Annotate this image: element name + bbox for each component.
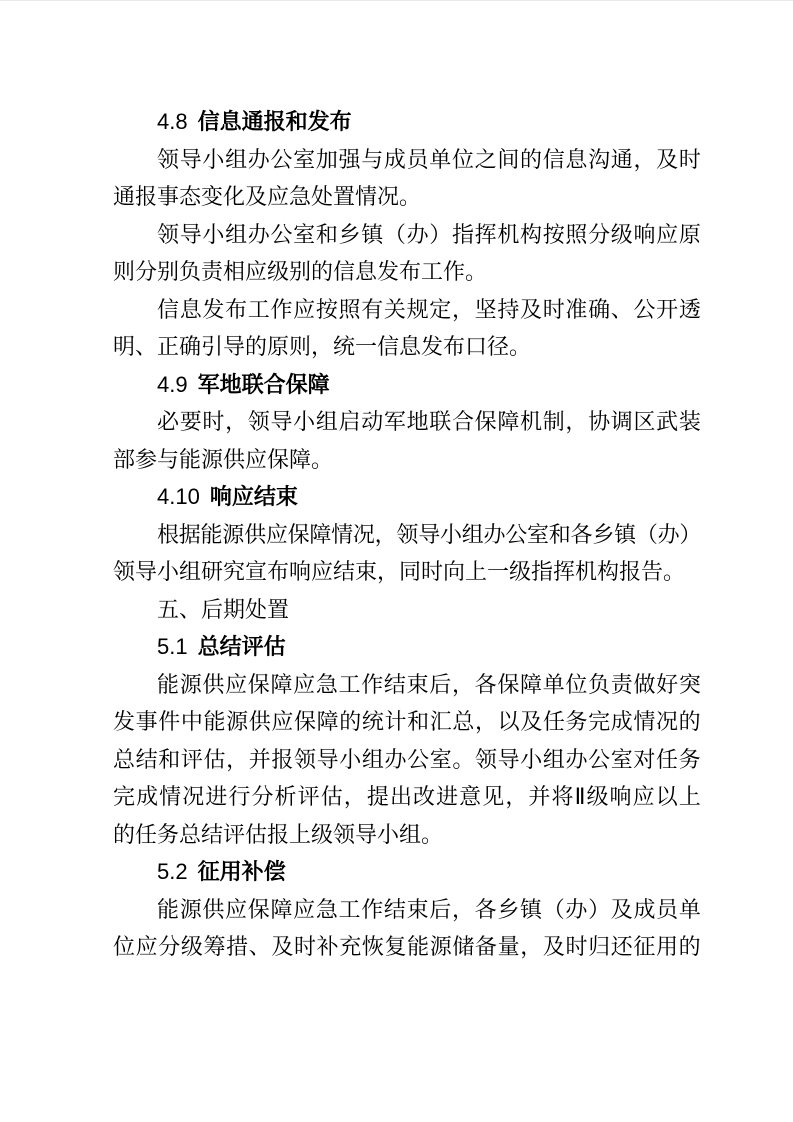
- paragraph: [113, 291, 701, 366]
- paragraph: [113, 666, 701, 854]
- text-line: 明、正确引导的原则，统一信息发布口径。: [113, 334, 532, 359]
- paragraph: [113, 891, 701, 966]
- text-line: 的任务总结评估报上级领导小组。: [113, 821, 444, 847]
- text-line: 位 应 分 级 筹 措 、 及 时 补 充 恢 复 能 源 储 备 量 ， 及 时 归 还 征 用 的: [113, 934, 701, 959]
- text-line: 能 源 供 应 保 障 应 急 工 作 结 束 后 ， 各 乡 镇 （ 办 ） 及 成 员 单: [157, 896, 701, 922]
- text-line: 根 据 能 源 供 应 保 障 情 况 ， 领 导 小 组 办 公 室 和 各 乡 镇 （ 办 ）: [157, 521, 702, 547]
- text-line: 总 结 和 评 估 ， 并 报 领 导 小 组 办 公 室 。 领 导 小 组 办 公 室 对 任 务: [113, 746, 701, 772]
- heading-5-2: [113, 853, 701, 891]
- paragraph: [113, 403, 701, 478]
- text-line: 发 事 件 中 能 源 供 应 保 障 的 统 计 和 汇 总 ， 以 及 任 务 完 成 情 况 的: [113, 709, 701, 734]
- paragraph: [113, 216, 701, 291]
- heading-title: 信息通报和发布: [197, 109, 352, 134]
- heading-number: 5.2: [157, 859, 188, 884]
- heading-4-8: [113, 103, 701, 141]
- text-line: 领导小组研究宣布响应结束，同时向上一级指挥机构报告。: [113, 559, 686, 584]
- text-line: 信 息 发 布 工 作 应 按 照 有 关 规 定 ， 坚 持 及 时 准 确 、 公 开 透: [157, 296, 701, 322]
- paragraph: [113, 141, 701, 216]
- heading-title: 军地联合保障: [197, 371, 330, 397]
- section-title: 五、后期处置: [157, 596, 290, 622]
- heading-4-9: [113, 366, 701, 404]
- heading-number: 4.8: [157, 109, 188, 134]
- text-line: 领 导 小 组 办 公 室 加 强 与 成 员 单 位 之 间 的 信 息 沟 通 ， 及 时: [157, 146, 701, 172]
- heading-4-10: [113, 478, 701, 516]
- heading-number: 5.1: [157, 634, 188, 659]
- paragraph: [113, 516, 701, 591]
- heading-number: 4.9: [157, 371, 188, 397]
- text-line: 领 导 小 组 办 公 室 和 乡 镇 （ 办 ） 指 挥 机 构 按 照 分 级 响 应 原: [157, 221, 701, 247]
- heading-title: 征用补偿: [197, 859, 286, 884]
- document-content: [113, 103, 701, 966]
- heading-number: 4.10: [157, 484, 200, 509]
- heading-5-1: [113, 628, 701, 666]
- text-line: 则分别负责相应级别的信息发布工作。: [113, 259, 488, 284]
- text-line: 部参与能源供应保障。: [113, 446, 334, 472]
- text-line: 通报事态变化及应急处置情况。: [113, 184, 422, 209]
- text-line: 必 要 时 ， 领 导 小 组 启 动 军 地 联 合 保 障 机 制 ， 协 调 区 武 装: [157, 409, 701, 434]
- heading-title: 响应结束: [209, 484, 298, 509]
- text-line: 能 源 供 应 保 障 应 急 工 作 结 束 后 ， 各 保 障 单 位 负 责 做 好 突: [157, 671, 701, 697]
- text-line: 完 成 情 况 进 行 分 析 评 估 ， 提 出 改 进 意 见 ， 并 将 Ⅱ 级 响 应 以 上: [113, 784, 701, 809]
- heading-title: 总结评估: [197, 634, 286, 659]
